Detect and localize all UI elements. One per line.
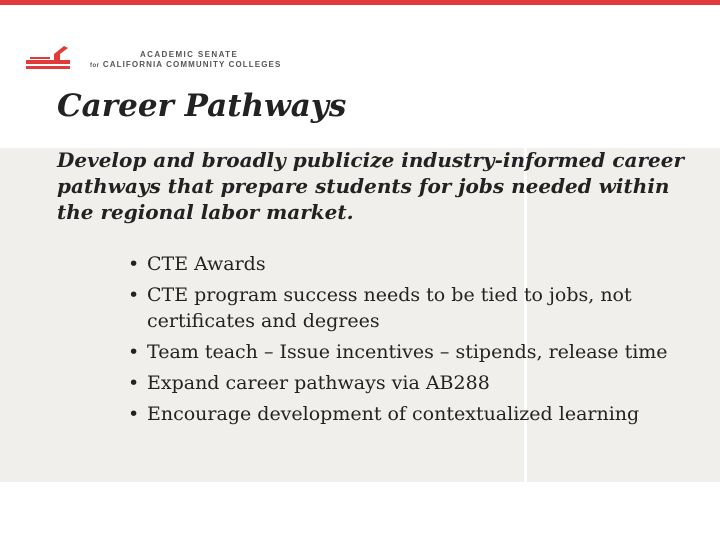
bullet-item: • Encourage development of contextualized learning [128,401,698,427]
senate-building-icon [24,40,72,72]
bullet-list [128,251,698,432]
slide-subtitle: Develop and broadly publicize industry-informed career pathways that prepare students for jobs needed within the regional labor market. [57,148,684,224]
organization-logo [90,50,281,71]
logo-prefix: for [90,63,100,69]
bullet-item: • CTE program success needs to be tied to jobs, not certificates and degrees [128,282,698,334]
slide-title: Career Pathways [57,88,347,124]
bullet-item: • CTE Awards [128,251,698,277]
logo-org-name: CALIFORNIA COMMUNITY COLLEGES [102,60,282,69]
logo-line-ccc [90,60,281,71]
logo-line-academic-senate: ACADEMIC SENATE [140,50,239,59]
top-accent-bar [0,0,720,5]
bullet-item: • Expand career pathways via AB288 [128,370,698,396]
bullet-item: • Team teach – Issue incentives – stipends, release time [128,339,698,365]
